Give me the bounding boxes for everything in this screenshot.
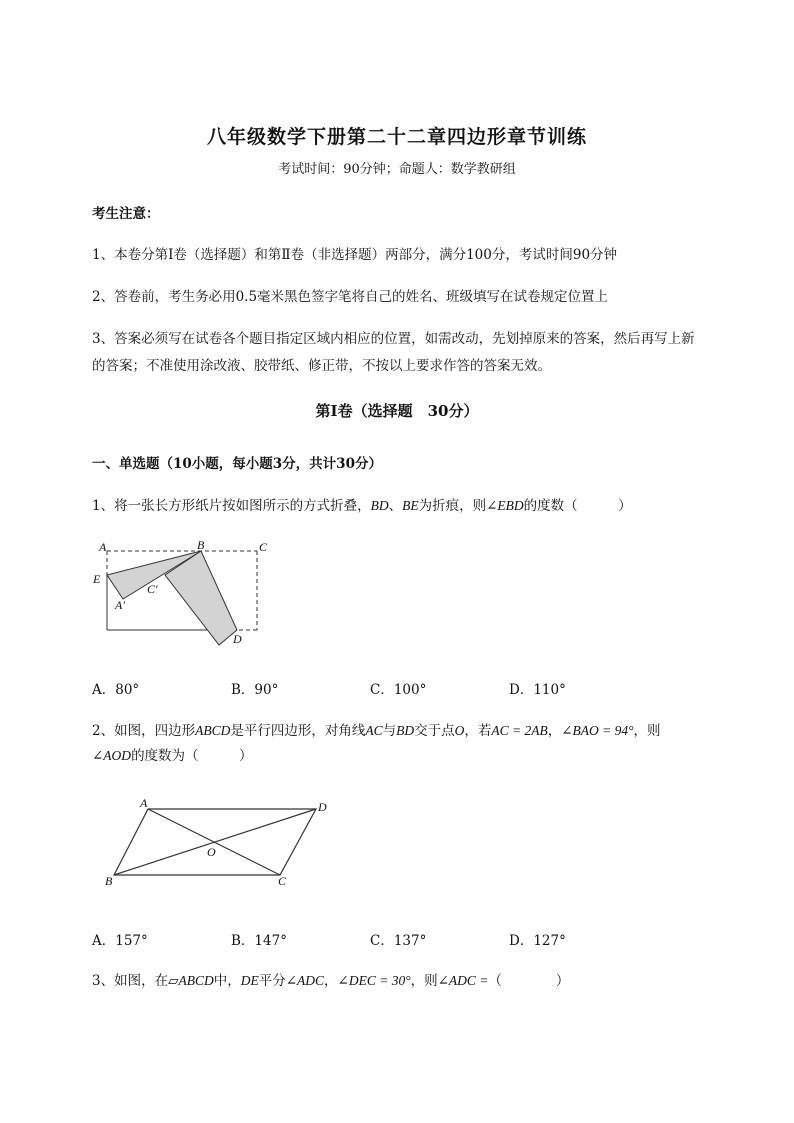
label-c: C	[278, 874, 287, 888]
notice-item-3-line-2: 的答案；不准使用涂改液、胶带纸、修正带，不按以上要求作答的答案无效。	[92, 358, 551, 374]
q2-option-b: B．147°	[231, 933, 287, 949]
q2-line2-suffix: 的度数为（ ）	[131, 748, 253, 764]
q1-sep: 、	[388, 498, 403, 514]
page-title: 八年级数学下册第二十二章四边形章节训练	[206, 126, 587, 148]
label-o: O	[207, 845, 216, 859]
q1-option-c: C．100°	[370, 682, 427, 698]
question-1-text	[92, 494, 632, 514]
q1-mid: 为折痕，则∠	[418, 498, 498, 514]
section-title: 第Ⅰ卷（选择题 30分）	[315, 402, 479, 420]
q2-t1: 是平行四边形，对角线	[230, 723, 366, 739]
label-c: C	[259, 540, 268, 554]
question-1-figure	[85, 535, 285, 655]
q2-option-d: D．127°	[509, 933, 566, 949]
label-a-prime: A′	[115, 598, 125, 612]
part-heading: 一、单选题（10小题，每小题3分，共计30分）	[92, 456, 382, 472]
q2-option-a: A．157°	[92, 933, 148, 949]
q1-option-a: A．80°	[92, 682, 140, 698]
q3-math-parallelogram: ▱ABCD	[168, 973, 214, 988]
q1-math-ebd: EBD	[497, 498, 524, 513]
q2-t5: ，	[547, 723, 562, 739]
q2-t6: ，则	[633, 723, 661, 739]
question-2-line-2	[92, 744, 253, 764]
label-b: B	[197, 538, 205, 552]
notice-item-2: 2、答卷前，考生务必用0.5毫米黑色签字笔将自己的姓名、班级填写在试卷规定位置上	[92, 289, 609, 305]
label-c-prime: C′	[147, 582, 158, 596]
exam-info: 考试时间：90分钟；命题人：数学教研组	[278, 162, 516, 177]
notice-item-3-line-1: 3、答案必须写在试卷各个题目指定区域内相应的位置，如需改动，先划掉原来的答案，然后再写上新	[92, 331, 695, 347]
q2-t3: 交于点	[414, 723, 455, 739]
q2-prefix: 2、如图，四边形	[92, 723, 196, 739]
q2-option-c: C．137°	[370, 933, 427, 949]
question-2-line-1	[92, 719, 661, 739]
q2-t4: ，若	[464, 723, 492, 739]
q1-math-be: BE	[402, 498, 419, 513]
notice-item-1: 1、本卷分第Ⅰ卷（选择题）和第Ⅱ卷（非选择题）两部分，满分100分，考试时间90分钟	[92, 247, 618, 263]
q2-math-o: O	[454, 723, 465, 738]
q3-math-adc-eq: ∠ADC =	[437, 973, 489, 988]
q3-suffix: （ ）	[488, 973, 570, 989]
label-a: A	[99, 540, 107, 554]
q3-t2: 平分	[258, 973, 286, 989]
label-d: D	[318, 800, 327, 814]
label-b: B	[105, 874, 113, 888]
notice-heading: 考生注意：	[92, 206, 160, 222]
label-a: A	[140, 796, 148, 810]
q2-math-abcd: ABCD	[195, 723, 231, 738]
q1-option-b: B．90°	[231, 682, 279, 698]
q3-math-adc: ∠ADC	[285, 973, 325, 988]
label-d: D	[233, 632, 242, 646]
q3-t3: ，	[324, 973, 338, 989]
q2-math-bd: BD	[396, 723, 415, 738]
q1-option-d: D．110°	[509, 682, 566, 698]
q2-t2: 与	[382, 723, 397, 739]
q3-math-dec: ∠DEC = 30°	[337, 973, 411, 988]
q3-math-de: DE	[240, 973, 259, 988]
q3-t4: ，则	[410, 973, 438, 989]
q2-math-aod: ∠AOD	[92, 748, 132, 763]
label-e: E	[93, 572, 101, 586]
q3-prefix: 3、如图，在	[92, 973, 169, 989]
q1-prefix: 1、将一张长方形纸片按如图所示的方式折叠，	[92, 498, 371, 514]
q2-math-ac-eq: AC = 2AB	[491, 723, 548, 738]
q1-suffix: 的度数（ ）	[523, 498, 632, 514]
question-2-figure	[100, 795, 340, 895]
question-3-text	[92, 969, 569, 989]
q2-math-ac: AC	[365, 723, 383, 738]
q3-t1: 中，	[213, 973, 241, 989]
q1-math-bd: BD	[370, 498, 389, 513]
q2-math-bao: ∠BAO = 94°	[561, 723, 634, 738]
